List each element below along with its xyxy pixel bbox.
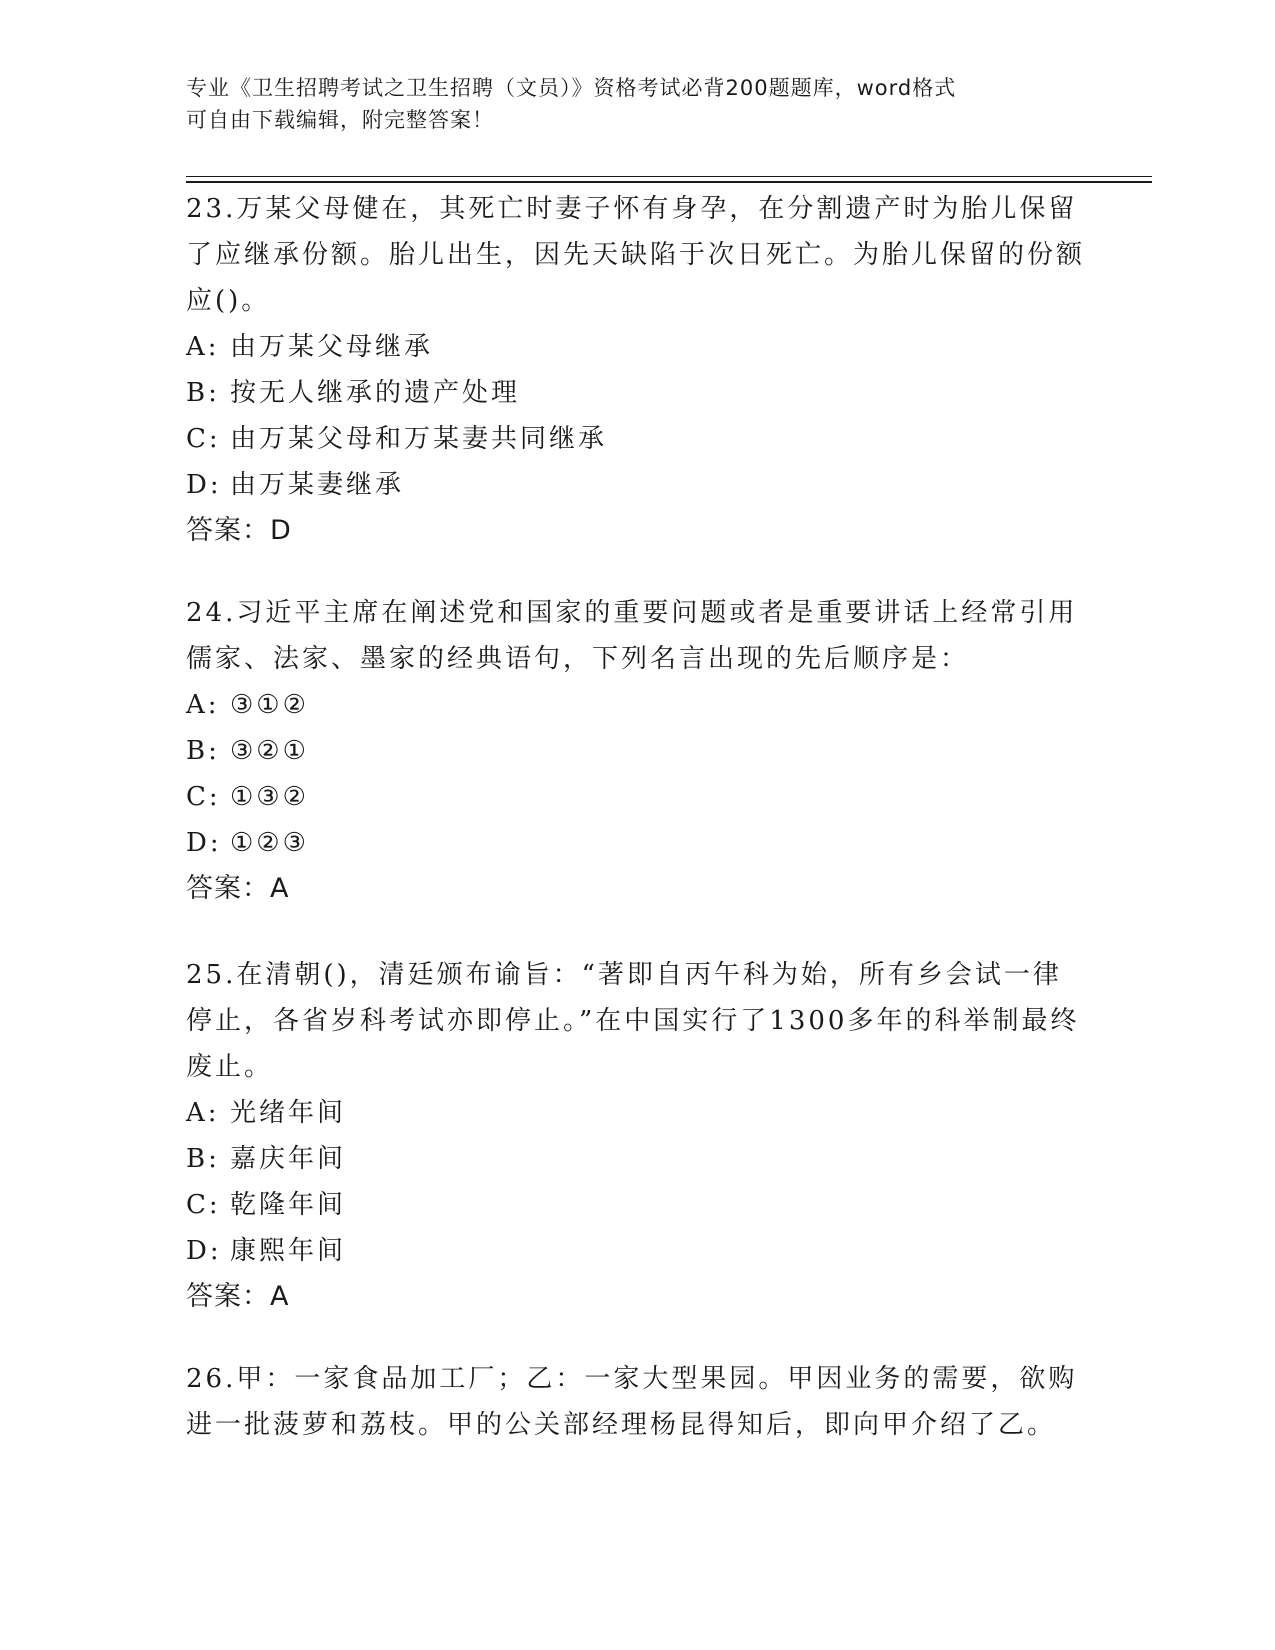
option-c xyxy=(186,1182,1086,1228)
option-text: 康熙年间 xyxy=(230,1236,347,1266)
option-text: ③②① xyxy=(230,736,309,766)
question-stem: 26.甲：一家食品加工厂；乙：一家大型果园。甲因业务的需要，欲购进一批菠萝和荔枝。甲的公关部经理杨昆得知后，即向甲介绍了乙。 xyxy=(186,1364,1078,1440)
header-line-2: 可自由下载编辑，附完整答案！ xyxy=(186,108,494,132)
option-b xyxy=(186,728,1086,774)
document-header xyxy=(186,72,1066,136)
option-b xyxy=(186,1136,1086,1182)
option-text: 由万某父母继承 xyxy=(230,332,434,362)
option-c xyxy=(186,416,1086,462)
option-letter: D: xyxy=(186,470,222,500)
header-divider-thick xyxy=(186,181,1152,183)
option-text: ①②③ xyxy=(230,828,309,858)
option-letter: B: xyxy=(186,378,220,408)
option-letter: D: xyxy=(186,1236,222,1266)
option-text: 嘉庆年间 xyxy=(230,1144,347,1174)
option-a xyxy=(186,324,1086,370)
option-letter: C: xyxy=(186,424,221,454)
option-letter: A: xyxy=(186,332,220,362)
option-b xyxy=(186,370,1086,416)
option-text: 由万某父母和万某妻共同继承 xyxy=(230,424,608,454)
answer-line: 答案：A xyxy=(186,873,290,904)
option-letter: C: xyxy=(186,782,221,812)
option-text: 按无人继承的遗产处理 xyxy=(230,378,521,408)
option-text: 乾隆年间 xyxy=(230,1190,347,1220)
question-26 xyxy=(186,1356,1086,1448)
answer-line: 答案：A xyxy=(186,1281,290,1312)
option-a xyxy=(186,682,1086,728)
question-stem: 24.习近平主席在阐述党和国家的重要问题或者是重要讲话上经常引用儒家、法家、墨家的经典语句，下列名言出现的先后顺序是： xyxy=(186,598,1078,674)
question-stem: 23.万某父母健在，其死亡时妻子怀有身孕，在分割遗产时为胎儿保留了应继承份额。胎儿出生，因先天缺陷于次日死亡。为胎儿保留的份额应()。 xyxy=(186,194,1086,316)
header-divider-thin xyxy=(186,176,1152,177)
option-letter: B: xyxy=(186,1144,220,1174)
option-letter: D: xyxy=(186,828,222,858)
option-d xyxy=(186,462,1086,508)
option-a xyxy=(186,1090,1086,1136)
option-letter: B: xyxy=(186,736,220,766)
question-stem: 25.在清朝()，清廷颁布谕旨：“著即自丙午科为始，所有乡会试一律停止，各省岁科考试亦即停止。”在中国实行了1300多年的科举制最终废止。 xyxy=(186,960,1080,1082)
option-text: 光绪年间 xyxy=(230,1098,347,1128)
option-letter: A: xyxy=(186,1098,220,1128)
option-text: 由万某妻继承 xyxy=(230,470,405,500)
question-23 xyxy=(186,186,1086,554)
option-letter: A: xyxy=(186,690,220,720)
option-c xyxy=(186,774,1086,820)
option-d xyxy=(186,820,1086,866)
header-line-1: 专业《卫生招聘考试之卫生招聘（文员）》资格考试必背200题题库，word格式 xyxy=(186,76,957,100)
answer-line: 答案：D xyxy=(186,515,292,546)
question-24 xyxy=(186,590,1086,912)
option-letter: C: xyxy=(186,1190,221,1220)
option-text: ①③② xyxy=(230,782,309,812)
option-d xyxy=(186,1228,1086,1274)
option-text: ③①② xyxy=(230,690,309,720)
question-25 xyxy=(186,952,1086,1320)
